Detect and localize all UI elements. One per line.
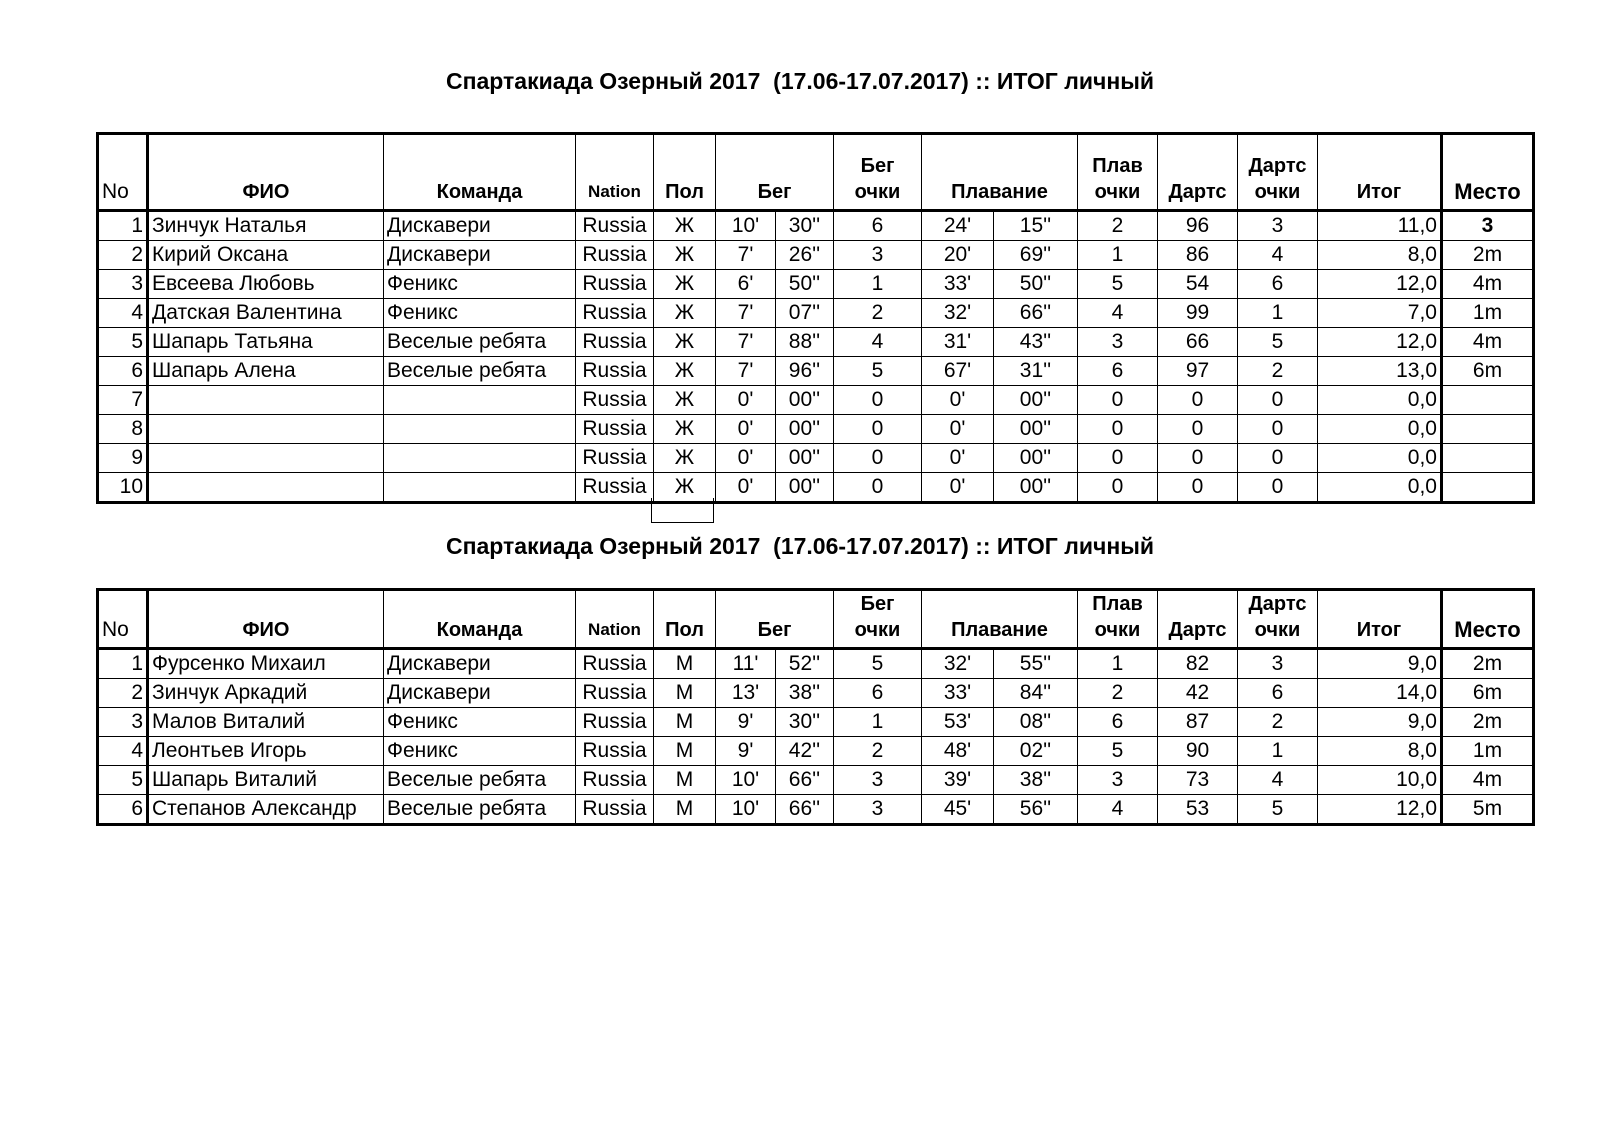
page-title-women: Спартакиада Озерный 2017 (17.06-17.07.2017) :: ИТОГ личный <box>445 68 1155 94</box>
cell-gender: Ж <box>654 357 716 386</box>
header-darts-points: Дартс очки <box>1238 134 1318 211</box>
cell-name: Евсеева Любовь <box>148 270 384 299</box>
cell-darts: 66 <box>1158 328 1238 357</box>
cell-place <box>1442 415 1534 444</box>
cell-swim-sec: 55'' <box>994 649 1078 679</box>
cell-swim-points: 5 <box>1078 737 1158 766</box>
cell-swim-min: 45' <box>922 795 994 825</box>
cell-run-sec: 00'' <box>776 386 834 415</box>
table-row <box>98 328 1534 357</box>
cell-no: 10 <box>98 473 148 503</box>
table-row <box>98 766 1534 795</box>
cell-name: Шапарь Алена <box>148 357 384 386</box>
cell-no: 7 <box>98 386 148 415</box>
table-row <box>98 357 1534 386</box>
table-row <box>98 737 1534 766</box>
cell-swim-min: 32' <box>922 649 994 679</box>
cell-darts-points: 0 <box>1238 444 1318 473</box>
cell-team <box>384 473 576 503</box>
header-fio: ФИО <box>148 590 384 649</box>
cell-swim-sec: 31'' <box>994 357 1078 386</box>
cell-gender: Ж <box>654 241 716 270</box>
cell-place: 2m <box>1442 708 1534 737</box>
cell-nation: Russia <box>576 444 654 473</box>
cell-darts: 0 <box>1158 444 1238 473</box>
cell-run-sec: 52'' <box>776 649 834 679</box>
cell-darts: 0 <box>1158 473 1238 503</box>
cell-run-points: 0 <box>834 473 922 503</box>
cell-swim-min: 0' <box>922 473 994 503</box>
cell-total: 0,0 <box>1318 386 1442 415</box>
table-row <box>98 473 1534 503</box>
cell-place <box>1442 444 1534 473</box>
cell-swim-points: 1 <box>1078 241 1158 270</box>
cell-total: 13,0 <box>1318 357 1442 386</box>
cell-swim-sec: 66'' <box>994 299 1078 328</box>
header-total: Итог <box>1318 134 1442 211</box>
header-team: Команда <box>384 590 576 649</box>
cell-darts: 53 <box>1158 795 1238 825</box>
cell-name <box>148 415 384 444</box>
cell-darts: 0 <box>1158 386 1238 415</box>
cell-run-points: 2 <box>834 737 922 766</box>
men-results-table <box>96 588 1535 826</box>
cell-team: Дискавери <box>384 241 576 270</box>
cell-place: 6m <box>1442 679 1534 708</box>
cell-swim-min: 24' <box>922 211 994 241</box>
cell-gender: М <box>654 766 716 795</box>
cell-team: Феникс <box>384 708 576 737</box>
cell-darts: 99 <box>1158 299 1238 328</box>
cell-run-min: 7' <box>716 241 776 270</box>
table-row <box>98 708 1534 737</box>
table-stub <box>651 498 714 523</box>
page-title-men: Спартакиада Озерный 2017 (17.06-17.07.2017) :: ИТОГ личный <box>445 533 1155 559</box>
cell-team: Феникс <box>384 299 576 328</box>
cell-swim-sec: 50'' <box>994 270 1078 299</box>
cell-swim-min: 0' <box>922 444 994 473</box>
header-swim-points: Плав очки <box>1078 134 1158 211</box>
cell-run-min: 10' <box>716 766 776 795</box>
cell-no: 3 <box>98 270 148 299</box>
cell-run-min: 9' <box>716 708 776 737</box>
cell-nation: Russia <box>576 766 654 795</box>
header-fio: ФИО <box>148 134 384 211</box>
cell-gender: М <box>654 679 716 708</box>
cell-run-sec: 30'' <box>776 211 834 241</box>
cell-nation: Russia <box>576 211 654 241</box>
cell-gender: Ж <box>654 415 716 444</box>
cell-swim-sec: 02'' <box>994 737 1078 766</box>
cell-run-min: 0' <box>716 473 776 503</box>
cell-run-points: 6 <box>834 211 922 241</box>
cell-run-sec: 00'' <box>776 473 834 503</box>
cell-darts-points: 0 <box>1238 473 1318 503</box>
cell-nation: Russia <box>576 299 654 328</box>
cell-swim-points: 3 <box>1078 328 1158 357</box>
cell-nation: Russia <box>576 270 654 299</box>
cell-place: 2m <box>1442 649 1534 679</box>
cell-swim-min: 33' <box>922 270 994 299</box>
cell-swim-min: 31' <box>922 328 994 357</box>
men-results-body <box>98 649 1534 825</box>
table-row <box>98 211 1534 241</box>
cell-nation: Russia <box>576 386 654 415</box>
cell-darts-points: 3 <box>1238 211 1318 241</box>
cell-darts: 0 <box>1158 415 1238 444</box>
cell-total: 14,0 <box>1318 679 1442 708</box>
header-darts: Дартс <box>1158 590 1238 649</box>
cell-run-sec: 66'' <box>776 795 834 825</box>
cell-swim-min: 39' <box>922 766 994 795</box>
cell-run-points: 3 <box>834 795 922 825</box>
cell-nation: Russia <box>576 679 654 708</box>
cell-no: 5 <box>98 766 148 795</box>
cell-gender: Ж <box>654 473 716 503</box>
cell-name: Шапарь Виталий <box>148 766 384 795</box>
header-nation: Nation <box>576 590 654 649</box>
cell-no: 4 <box>98 299 148 328</box>
cell-nation: Russia <box>576 328 654 357</box>
cell-gender: Ж <box>654 444 716 473</box>
cell-darts: 82 <box>1158 649 1238 679</box>
cell-darts-points: 5 <box>1238 795 1318 825</box>
cell-swim-points: 6 <box>1078 357 1158 386</box>
cell-swim-points: 4 <box>1078 795 1158 825</box>
cell-place <box>1442 473 1534 503</box>
cell-name: Малов Виталий <box>148 708 384 737</box>
cell-run-sec: 26'' <box>776 241 834 270</box>
cell-team: Веселые ребята <box>384 357 576 386</box>
cell-name: Шапарь Татьяна <box>148 328 384 357</box>
cell-swim-min: 20' <box>922 241 994 270</box>
cell-run-sec: 00'' <box>776 415 834 444</box>
cell-darts-points: 4 <box>1238 766 1318 795</box>
cell-place: 1m <box>1442 737 1534 766</box>
cell-swim-min: 0' <box>922 386 994 415</box>
cell-swim-sec: 00'' <box>994 415 1078 444</box>
header-nation: Nation <box>576 134 654 211</box>
cell-swim-min: 32' <box>922 299 994 328</box>
cell-nation: Russia <box>576 795 654 825</box>
cell-run-min: 10' <box>716 211 776 241</box>
cell-nation: Russia <box>576 473 654 503</box>
table-row <box>98 299 1534 328</box>
cell-team: Дискавери <box>384 211 576 241</box>
cell-place <box>1442 386 1534 415</box>
cell-run-min: 0' <box>716 386 776 415</box>
cell-swim-min: 0' <box>922 415 994 444</box>
table-row <box>98 386 1534 415</box>
cell-total: 11,0 <box>1318 211 1442 241</box>
cell-nation: Russia <box>576 241 654 270</box>
cell-place: 3 <box>1442 211 1534 241</box>
cell-place: 4m <box>1442 328 1534 357</box>
women-results-table <box>96 132 1535 504</box>
cell-run-min: 7' <box>716 357 776 386</box>
cell-run-points: 3 <box>834 241 922 270</box>
cell-darts-points: 0 <box>1238 415 1318 444</box>
cell-run-min: 7' <box>716 299 776 328</box>
cell-nation: Russia <box>576 708 654 737</box>
cell-total: 12,0 <box>1318 270 1442 299</box>
cell-darts-points: 2 <box>1238 708 1318 737</box>
cell-darts-points: 1 <box>1238 299 1318 328</box>
cell-no: 9 <box>98 444 148 473</box>
cell-place: 1m <box>1442 299 1534 328</box>
cell-no: 5 <box>98 328 148 357</box>
cell-swim-points: 0 <box>1078 444 1158 473</box>
cell-swim-sec: 15'' <box>994 211 1078 241</box>
cell-darts: 73 <box>1158 766 1238 795</box>
cell-run-min: 6' <box>716 270 776 299</box>
cell-darts-points: 5 <box>1238 328 1318 357</box>
cell-no: 8 <box>98 415 148 444</box>
women-results-body <box>98 211 1534 503</box>
cell-swim-min: 48' <box>922 737 994 766</box>
cell-nation: Russia <box>576 649 654 679</box>
cell-team: Феникс <box>384 737 576 766</box>
cell-run-sec: 07'' <box>776 299 834 328</box>
cell-swim-points: 6 <box>1078 708 1158 737</box>
cell-total: 8,0 <box>1318 241 1442 270</box>
cell-darts: 54 <box>1158 270 1238 299</box>
cell-place: 5m <box>1442 795 1534 825</box>
table-row <box>98 795 1534 825</box>
cell-nation: Russia <box>576 737 654 766</box>
table-row <box>98 649 1534 679</box>
header-swim: Плавание <box>922 590 1078 649</box>
header-darts-points: Дартс очки <box>1238 590 1318 649</box>
cell-gender: Ж <box>654 299 716 328</box>
cell-run-points: 5 <box>834 357 922 386</box>
cell-name: Зинчук Аркадий <box>148 679 384 708</box>
cell-swim-min: 67' <box>922 357 994 386</box>
header-no: No <box>98 134 148 211</box>
table-row <box>98 241 1534 270</box>
cell-no: 6 <box>98 795 148 825</box>
cell-gender: М <box>654 737 716 766</box>
cell-darts: 96 <box>1158 211 1238 241</box>
cell-run-min: 9' <box>716 737 776 766</box>
header-run-points: Бег очки <box>834 134 922 211</box>
cell-darts: 86 <box>1158 241 1238 270</box>
cell-swim-sec: 00'' <box>994 444 1078 473</box>
header-gender: Пол <box>654 590 716 649</box>
header-run: Бег <box>716 590 834 649</box>
cell-total: 10,0 <box>1318 766 1442 795</box>
cell-team: Веселые ребята <box>384 766 576 795</box>
cell-swim-points: 0 <box>1078 386 1158 415</box>
cell-no: 1 <box>98 211 148 241</box>
header-darts: Дартс <box>1158 134 1238 211</box>
cell-name: Фурсенко Михаил <box>148 649 384 679</box>
cell-run-min: 10' <box>716 795 776 825</box>
cell-total: 9,0 <box>1318 649 1442 679</box>
cell-no: 6 <box>98 357 148 386</box>
cell-darts-points: 2 <box>1238 357 1318 386</box>
cell-total: 7,0 <box>1318 299 1442 328</box>
header-team: Команда <box>384 134 576 211</box>
cell-gender: М <box>654 795 716 825</box>
cell-total: 8,0 <box>1318 737 1442 766</box>
cell-darts: 87 <box>1158 708 1238 737</box>
cell-total: 9,0 <box>1318 708 1442 737</box>
table-header-row <box>98 590 1534 649</box>
cell-swim-sec: 84'' <box>994 679 1078 708</box>
cell-run-points: 1 <box>834 270 922 299</box>
header-swim-points: Плав очки <box>1078 590 1158 649</box>
cell-run-points: 0 <box>834 386 922 415</box>
table-row <box>98 444 1534 473</box>
cell-swim-points: 2 <box>1078 679 1158 708</box>
cell-total: 0,0 <box>1318 415 1442 444</box>
cell-gender: М <box>654 649 716 679</box>
cell-gender: Ж <box>654 211 716 241</box>
cell-run-min: 7' <box>716 328 776 357</box>
cell-place: 6m <box>1442 357 1534 386</box>
cell-darts-points: 6 <box>1238 270 1318 299</box>
cell-darts-points: 6 <box>1238 679 1318 708</box>
cell-gender: Ж <box>654 270 716 299</box>
cell-no: 1 <box>98 649 148 679</box>
cell-run-points: 0 <box>834 444 922 473</box>
cell-darts-points: 1 <box>1238 737 1318 766</box>
cell-gender: Ж <box>654 386 716 415</box>
cell-name <box>148 473 384 503</box>
cell-team <box>384 415 576 444</box>
cell-run-min: 11' <box>716 649 776 679</box>
cell-team: Дискавери <box>384 649 576 679</box>
cell-swim-sec: 08'' <box>994 708 1078 737</box>
header-total: Итог <box>1318 590 1442 649</box>
cell-nation: Russia <box>576 357 654 386</box>
table-row <box>98 679 1534 708</box>
cell-run-sec: 38'' <box>776 679 834 708</box>
cell-team <box>384 386 576 415</box>
cell-team: Феникс <box>384 270 576 299</box>
cell-swim-points: 4 <box>1078 299 1158 328</box>
cell-name: Зинчук Наталья <box>148 211 384 241</box>
header-run: Бег <box>716 134 834 211</box>
cell-no: 3 <box>98 708 148 737</box>
table-header-row <box>98 134 1534 211</box>
cell-run-points: 0 <box>834 415 922 444</box>
cell-swim-points: 5 <box>1078 270 1158 299</box>
cell-run-min: 13' <box>716 679 776 708</box>
cell-run-min: 0' <box>716 444 776 473</box>
header-place: Место <box>1442 134 1534 211</box>
cell-run-min: 0' <box>716 415 776 444</box>
cell-run-sec: 00'' <box>776 444 834 473</box>
cell-place: 2m <box>1442 241 1534 270</box>
header-no: No <box>98 590 148 649</box>
header-gender: Пол <box>654 134 716 211</box>
header-run-points: Бег очки <box>834 590 922 649</box>
cell-no: 4 <box>98 737 148 766</box>
cell-swim-points: 0 <box>1078 415 1158 444</box>
cell-name <box>148 386 384 415</box>
cell-darts-points: 4 <box>1238 241 1318 270</box>
cell-no: 2 <box>98 241 148 270</box>
cell-name: Степанов Александр <box>148 795 384 825</box>
cell-run-points: 5 <box>834 649 922 679</box>
cell-swim-sec: 38'' <box>994 766 1078 795</box>
cell-swim-points: 2 <box>1078 211 1158 241</box>
cell-run-sec: 30'' <box>776 708 834 737</box>
cell-darts-points: 3 <box>1238 649 1318 679</box>
cell-no: 2 <box>98 679 148 708</box>
cell-total: 12,0 <box>1318 795 1442 825</box>
header-swim: Плавание <box>922 134 1078 211</box>
cell-darts-points: 0 <box>1238 386 1318 415</box>
cell-run-points: 2 <box>834 299 922 328</box>
cell-run-sec: 88'' <box>776 328 834 357</box>
cell-place: 4m <box>1442 270 1534 299</box>
cell-place: 4m <box>1442 766 1534 795</box>
cell-gender: М <box>654 708 716 737</box>
cell-swim-sec: 00'' <box>994 473 1078 503</box>
cell-run-points: 4 <box>834 328 922 357</box>
cell-total: 0,0 <box>1318 444 1442 473</box>
cell-run-points: 3 <box>834 766 922 795</box>
cell-swim-sec: 00'' <box>994 386 1078 415</box>
table-row <box>98 270 1534 299</box>
cell-run-sec: 96'' <box>776 357 834 386</box>
cell-run-points: 6 <box>834 679 922 708</box>
cell-run-points: 1 <box>834 708 922 737</box>
table-row <box>98 415 1534 444</box>
cell-name: Леонтьев Игорь <box>148 737 384 766</box>
cell-swim-sec: 56'' <box>994 795 1078 825</box>
cell-total: 12,0 <box>1318 328 1442 357</box>
cell-run-sec: 66'' <box>776 766 834 795</box>
cell-total: 0,0 <box>1318 473 1442 503</box>
cell-darts: 97 <box>1158 357 1238 386</box>
cell-darts: 90 <box>1158 737 1238 766</box>
cell-swim-points: 1 <box>1078 649 1158 679</box>
cell-team: Дискавери <box>384 679 576 708</box>
cell-swim-sec: 69'' <box>994 241 1078 270</box>
cell-run-sec: 50'' <box>776 270 834 299</box>
cell-name <box>148 444 384 473</box>
cell-team: Веселые ребята <box>384 328 576 357</box>
cell-swim-points: 3 <box>1078 766 1158 795</box>
cell-swim-points: 0 <box>1078 473 1158 503</box>
cell-gender: Ж <box>654 328 716 357</box>
cell-run-sec: 42'' <box>776 737 834 766</box>
cell-name: Кирий Оксана <box>148 241 384 270</box>
cell-darts: 42 <box>1158 679 1238 708</box>
cell-swim-min: 53' <box>922 708 994 737</box>
cell-name: Датская Валентина <box>148 299 384 328</box>
cell-swim-min: 33' <box>922 679 994 708</box>
header-place: Место <box>1442 590 1534 649</box>
cell-swim-sec: 43'' <box>994 328 1078 357</box>
cell-team <box>384 444 576 473</box>
cell-team: Веселые ребята <box>384 795 576 825</box>
cell-nation: Russia <box>576 415 654 444</box>
